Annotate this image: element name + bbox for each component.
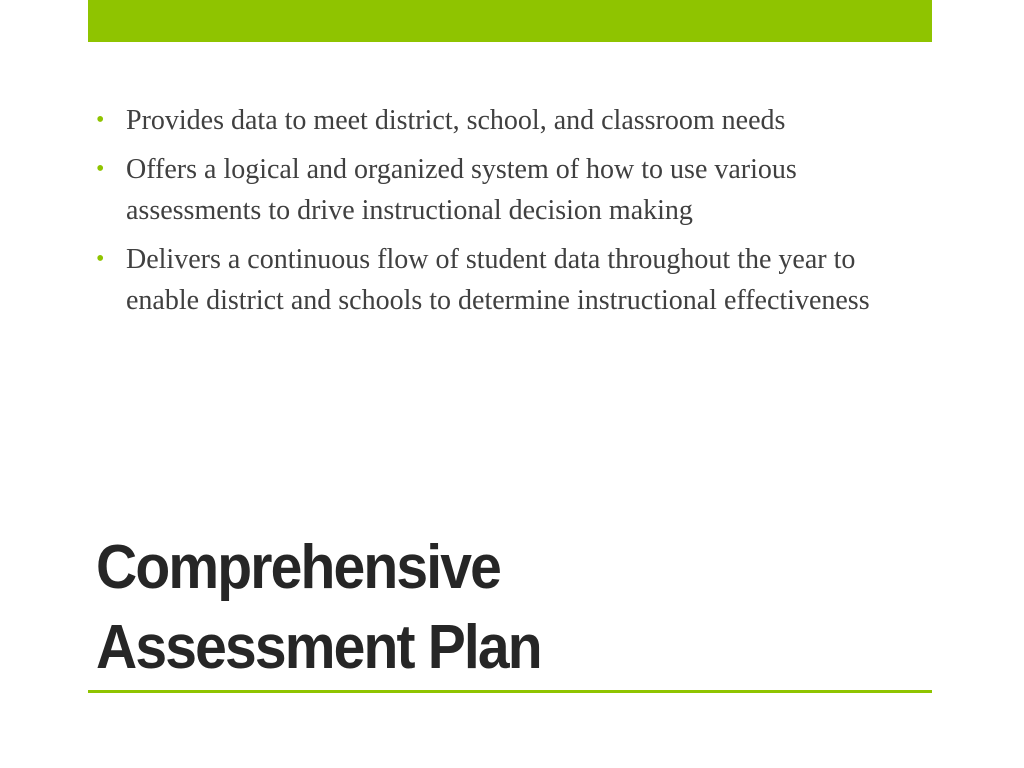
bullet-item — [96, 239, 926, 321]
bottom-accent-rule — [88, 690, 932, 693]
top-accent-band — [88, 0, 932, 42]
title-line-2: Assessment Plan — [96, 613, 541, 682]
bullet-marker: • — [96, 107, 105, 133]
bullet-marker: • — [96, 246, 105, 272]
bullet-text: Delivers a continuous flow of student data throughout the year to enable district and schools to determine instructional effectiveness — [126, 244, 870, 316]
bullet-list — [96, 100, 926, 329]
bullet-item — [96, 149, 926, 231]
slide-title — [96, 528, 860, 688]
bullet-marker: • — [96, 156, 105, 182]
bullet-item — [96, 100, 926, 141]
bullet-text: Offers a logical and organized system of how to use various assessments to drive instructional decision making — [126, 154, 797, 226]
bullet-text: Provides data to meet district, school, and classroom needs — [126, 105, 786, 136]
title-line-1: Comprehensive — [96, 533, 501, 602]
